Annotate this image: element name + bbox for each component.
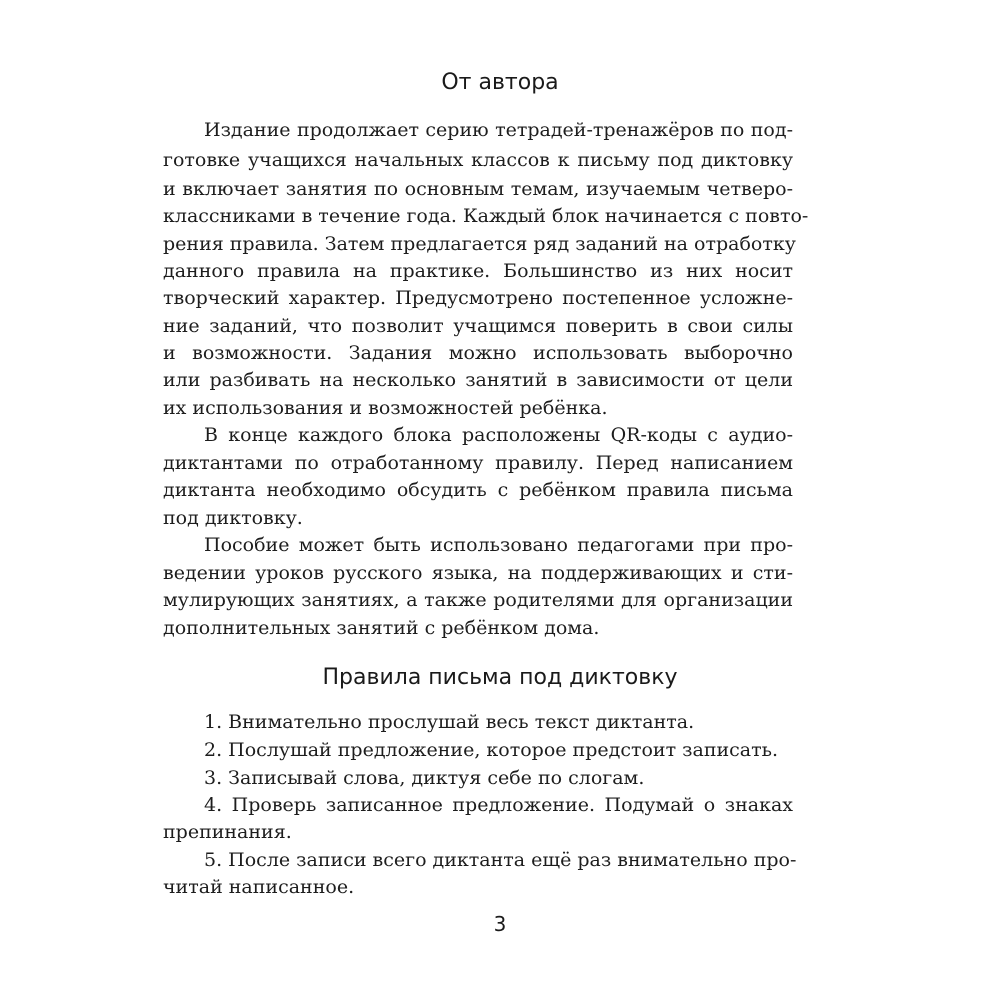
rule-item: 3. Записывай слова, диктуя себе по слогам.	[204, 767, 645, 789]
text-line: или разбивать на несколько занятий в зависимости от цели	[163, 369, 793, 391]
rule-item-continuation: препинания.	[163, 821, 292, 843]
text-line: дополнительных занятий с ребёнком дома.	[163, 617, 600, 639]
text-line: диктанта необходимо обсудить с ребёнком правила письма	[163, 479, 793, 501]
text-line: диктантами по отработанному правилу. Перед написанием	[163, 452, 793, 474]
text-line: и включает занятия по основным темам, изучаемым четверо-	[163, 178, 793, 200]
text-line: готовке учащихся начальных классов к письму под диктовку	[163, 149, 793, 171]
text-line: В конце каждого блока расположены QR-коды с аудио-	[204, 424, 793, 446]
rule-item-continuation: читай написанное.	[163, 876, 355, 898]
text-line: Издание продолжает серию тетрадей-тренажёров по под-	[204, 119, 793, 141]
page-number: 3	[493, 912, 507, 936]
rule-item: 2. Послушай предложение, которое предстоит записать.	[204, 739, 779, 761]
text-line: Пособие может быть использовано педагогами при про-	[204, 534, 793, 556]
rule-item: 4. Проверь записанное предложение. Подумай о знаках	[204, 794, 793, 816]
text-line: рения правила. Затем предлагается ряд заданий на отработку	[163, 233, 796, 255]
text-line: творческий характер. Предусмотрено постепенное усложне-	[163, 287, 793, 309]
text-line: классниками в течение года. Каждый блок начинается с повто-	[163, 205, 809, 227]
text-line: их использования и возможностей ребёнка.	[163, 397, 608, 419]
text-line: ведении уроков русского языка, на поддерживающих и сти-	[163, 562, 793, 584]
section-title-from-author: От автора	[441, 70, 559, 95]
text-line: и возможности. Задания можно использовать выборочно	[163, 342, 793, 364]
text-line: под диктовку.	[163, 507, 303, 529]
text-line: данного правила на практике. Большинство из них носит	[163, 260, 793, 282]
text-line: ние заданий, что позволит учащимся поверить в свои силы	[163, 315, 793, 337]
text-line: мулирующих занятиях, а также родителями для организации	[163, 589, 793, 611]
rule-item: 1. Внимательно прослушай весь текст диктанта.	[204, 711, 695, 733]
section-title-dictation-rules: Правила письма под диктовку	[322, 665, 678, 690]
rule-item: 5. После записи всего диктанта ещё раз внимательно про-	[204, 849, 797, 871]
